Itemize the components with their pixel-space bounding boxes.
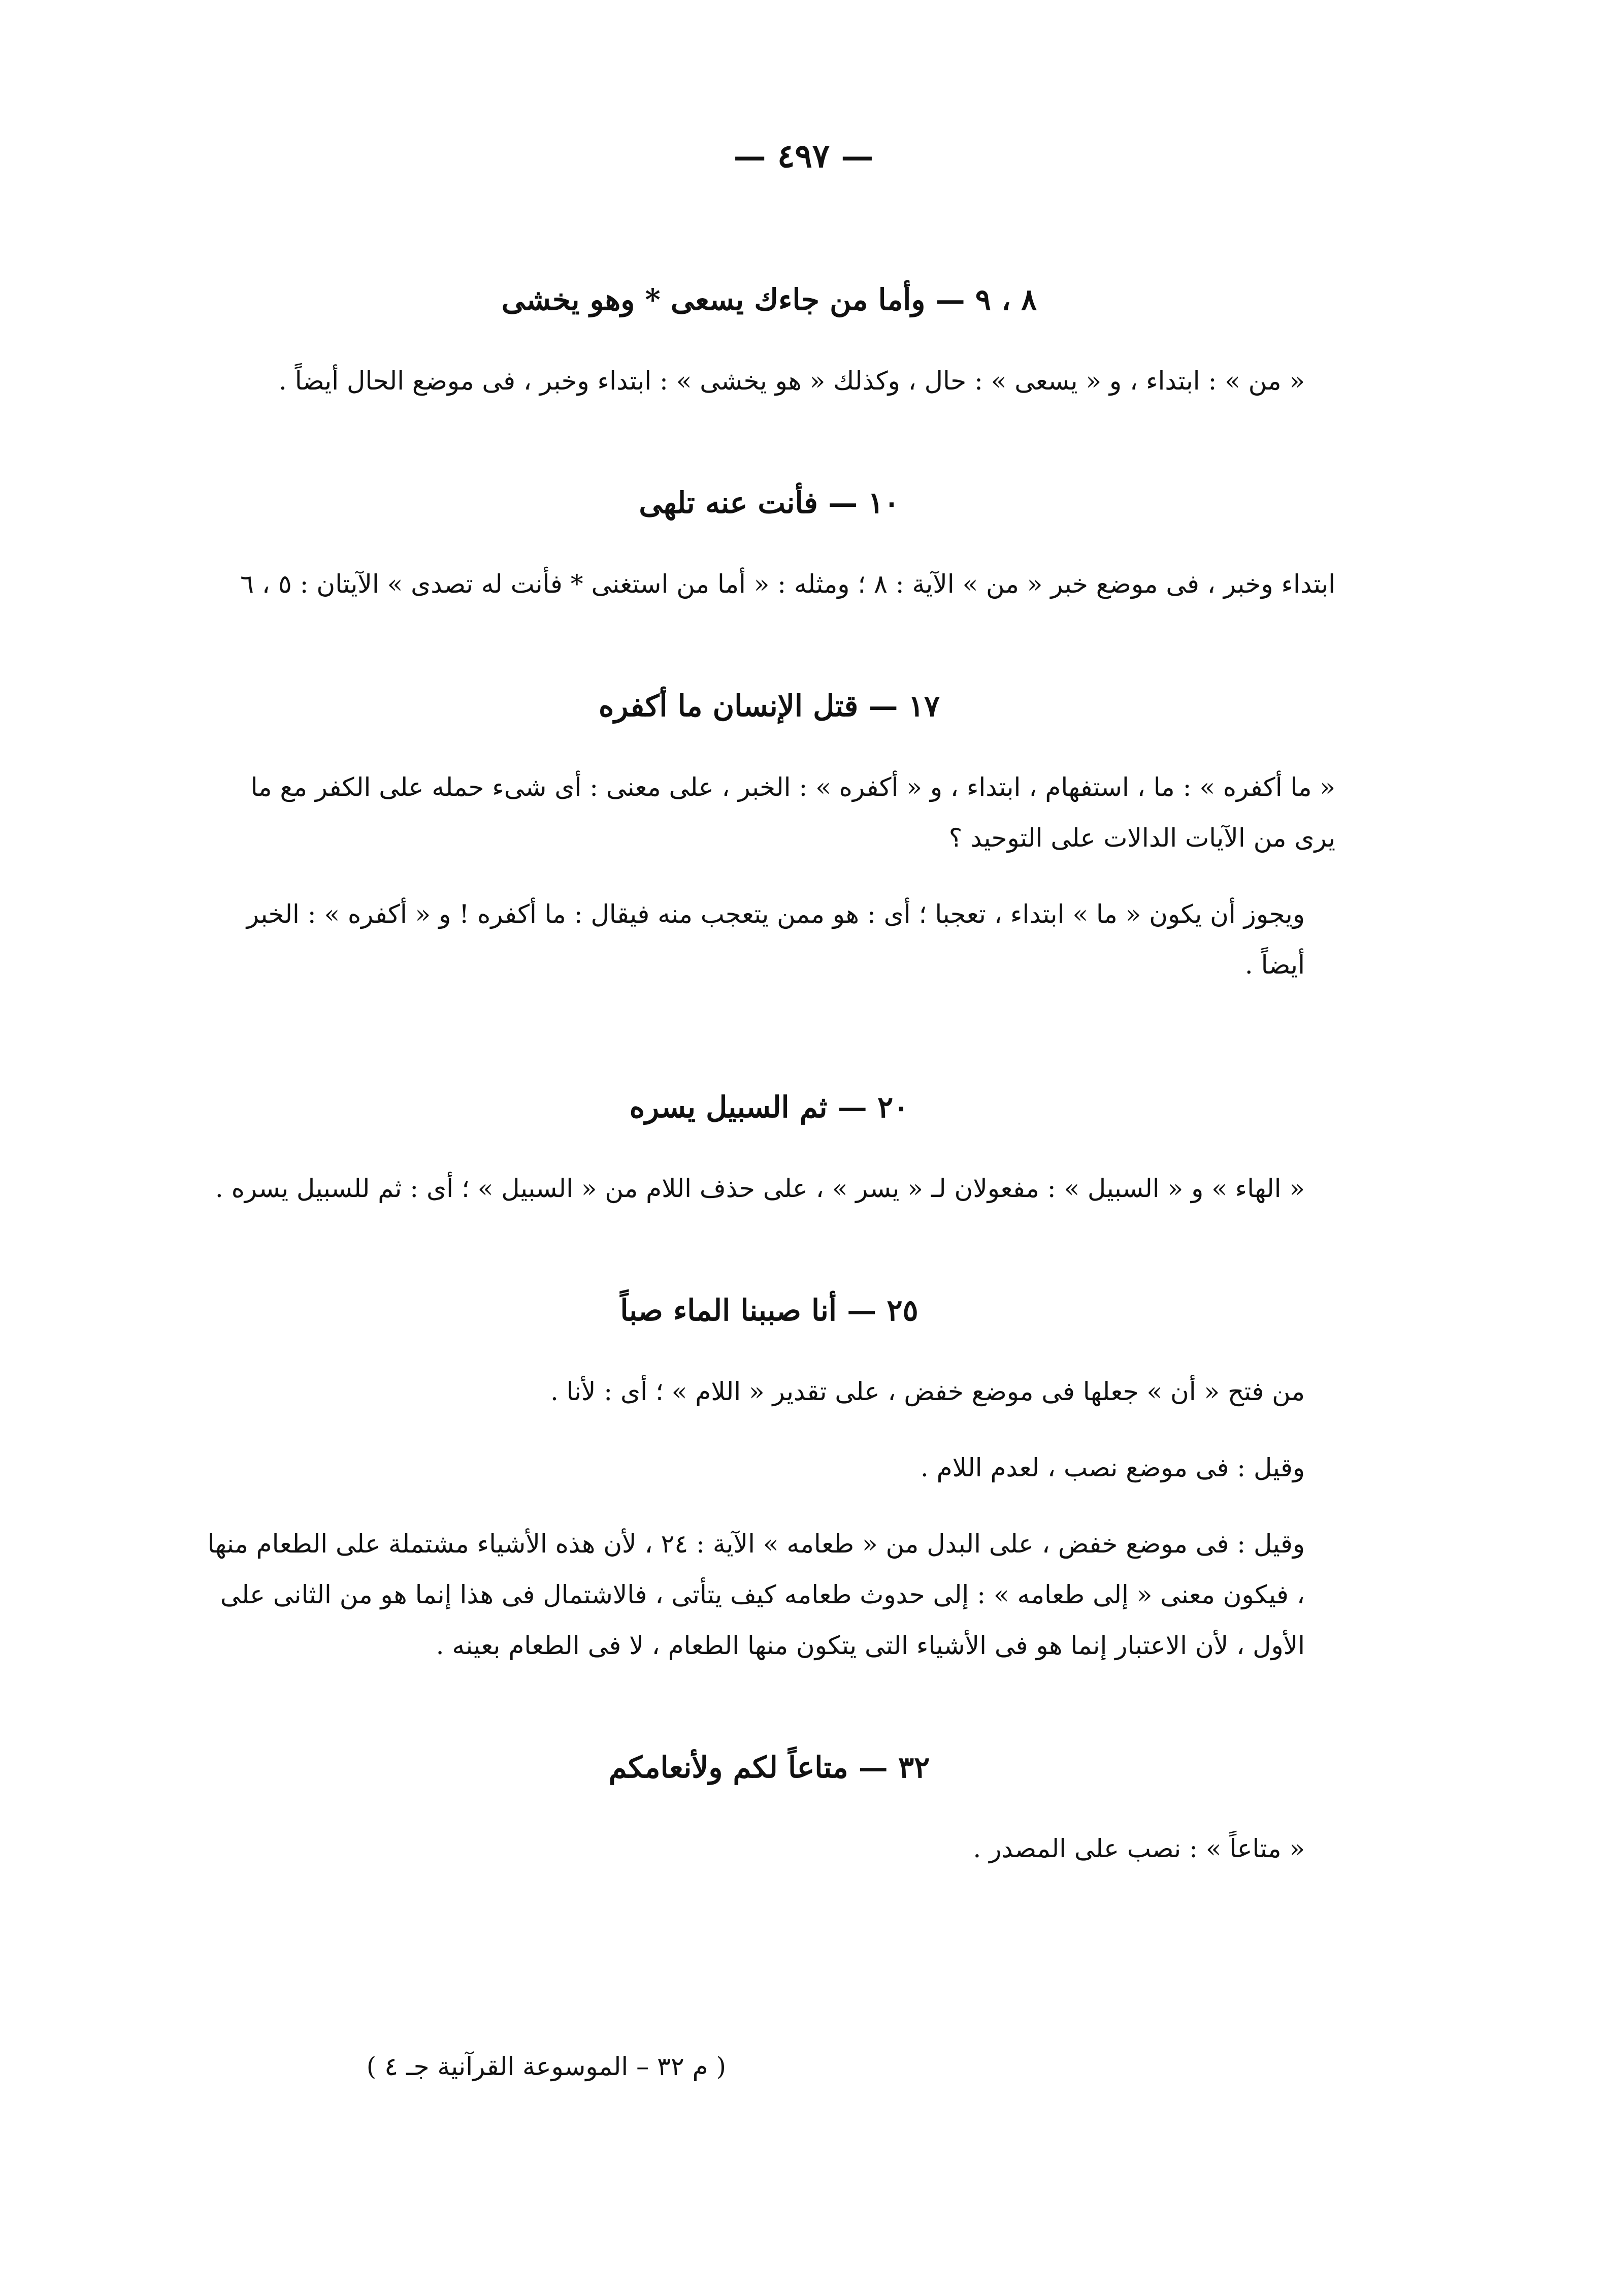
commentary-paragraph: ابتداء وخبر ، فى موضع خبر « من » الآية : ٨ ؛ ومثله : « أما من استغنى * فأنت له تصدى » الآيتان : ٥ ، ٦: [240, 569, 1335, 599]
verse-heading: ٢٠ — ثم السبيل يسره: [629, 1090, 909, 1124]
page-footer: ( م ٣٢ – الموسوعة القرآنية جـ ٤ ): [366, 2052, 726, 2081]
commentary-paragraph: « ما أكفره » : ما ، استفهام ، ابتداء ، و « أكفره » : الخبر ، على معنى : أى شىء حمله على الكفر مع ما يرى من الآيات الدالات على التوحيد ؟: [250, 772, 1335, 853]
verse-heading: ٣٢ — متاعاً لكم ولأنعامكم: [608, 1750, 930, 1785]
verse-heading: ١٧ — قتل الإنسان ما أكفره: [599, 689, 940, 723]
commentary-paragraph: ويجوز أن يكون « ما » ابتداء ، تعجبا ؛ أى : هو ممن يتعجب منه فيقال : ما أكفره ! و « أكفره » : الخبر أيضاً .: [246, 899, 1305, 980]
verse-block: [203, 681, 1335, 990]
verse-block: [203, 274, 1335, 406]
verse-block: [203, 1082, 1335, 1214]
commentary-paragraph: « متاعاً » : نصب على المصدر .: [973, 1834, 1305, 1863]
commentary-paragraph: « من » : ابتداء ، و « يسعى » : حال ، وكذلك « هو يخشى » : ابتداء وخبر ، فى موضع الحال أيضاً .: [278, 366, 1305, 396]
commentary-paragraph: وقيل : فى موضع خفض ، على البدل من « طعامه » الآية : ٢٤ ، لأن هذه الأشياء مشتملة على الطعام منها ، فيكون معنى « إلى طعامه » : إلى حدوث طعامه كيف يتأتى ، فالاشتمال فى هذا إنما هو من الثانى على الأول ، لأن الاعتبار إنما هو فى الأشياء التى يتكون منها الطعام ، لا فى الطعام بعينه .: [207, 1529, 1305, 1660]
verse-heading: ٨ ، ٩ — وأما من جاءك يسعى * وهو يخشى: [501, 282, 1037, 317]
verse-heading: ٢٥ — أنا صببنا الماء صباً: [620, 1293, 919, 1328]
commentary-paragraph: « الهاء » و « السبيل » : مفعولان لـ « يسر » ، على حذف اللام من « السبيل » ؛ أى : ثم للسبيل يسره .: [215, 1174, 1305, 1203]
verse-heading: ١٠ — فأنت عنه تلهى: [639, 486, 900, 520]
verse-block: [203, 1285, 1335, 1671]
page-content: [203, 274, 1335, 1899]
verse-block: [203, 1742, 1335, 1874]
verse-block: [203, 477, 1335, 609]
commentary-paragraph: وقيل : فى موضع نصب ، لعدم اللام .: [920, 1453, 1305, 1482]
page-number: — ٤٩٧ —: [733, 137, 874, 175]
commentary-paragraph: من فتح « أن » جعلها فى موضع خفض ، على تقدير « اللام » ؛ أى : لأنا .: [550, 1377, 1305, 1406]
